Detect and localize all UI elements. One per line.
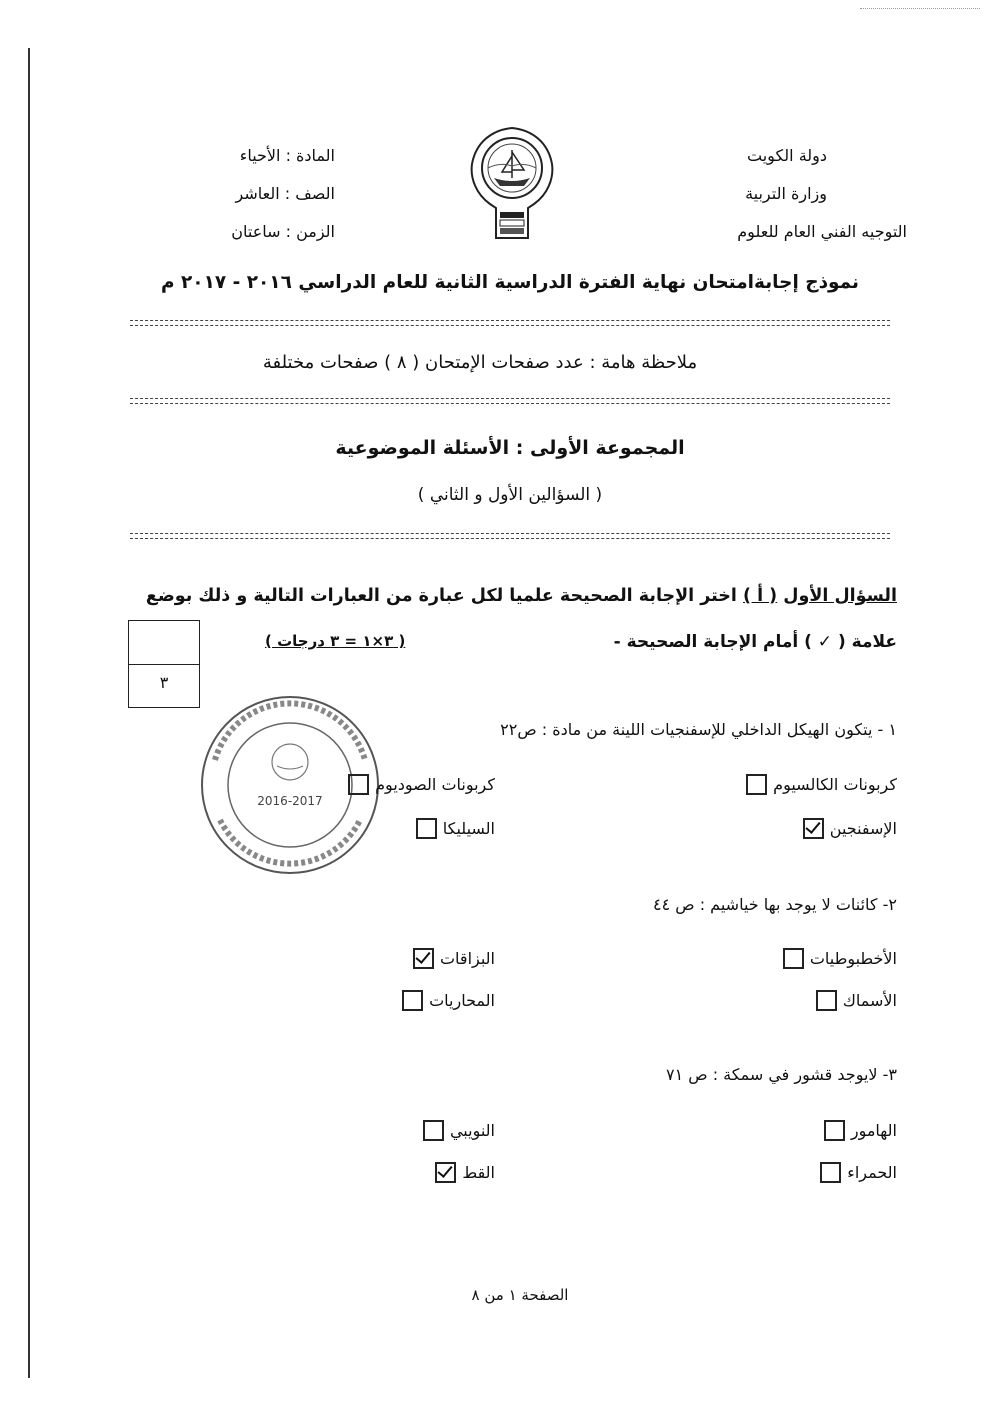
checkbox[interactable] xyxy=(423,1120,444,1141)
group-title: المجموعة الأولى : الأسئلة الموضوعية xyxy=(335,437,685,459)
score-box-value: ٣ xyxy=(159,673,169,692)
question-marks: ( ٣×١ = ٣ درجات ) xyxy=(265,632,406,650)
option-2c[interactable] xyxy=(816,990,897,1011)
question-label: السؤال الأول xyxy=(783,586,897,606)
header-grade: الصف : العاشر xyxy=(235,184,335,203)
question-item-3: ٣- لايوجد قشور في سمكة : ص ٧١ xyxy=(666,1065,897,1084)
option-label: الأخطبوطيات xyxy=(809,949,897,968)
option-label: الإسفنجين xyxy=(829,819,897,838)
option-label: الهامور xyxy=(850,1121,897,1140)
checkbox[interactable] xyxy=(746,774,767,795)
important-note: ملاحظة هامة : عدد صفحات الإمتحان ( ٨ ) صفحات مختلفة xyxy=(262,352,698,373)
option-label: السيليكا xyxy=(442,819,495,838)
option-1d[interactable] xyxy=(416,818,495,839)
option-label: كربونات الصوديوم xyxy=(375,775,495,794)
header-subject-block xyxy=(175,137,335,251)
option-2a[interactable] xyxy=(783,948,897,969)
option-label: كربونات الكالسيوم xyxy=(773,775,897,794)
separator-line xyxy=(130,398,890,404)
checkbox[interactable] xyxy=(402,990,423,1011)
kuwait-emblem-icon xyxy=(462,120,562,245)
option-2d[interactable] xyxy=(402,990,495,1011)
question-heading xyxy=(107,586,897,606)
question-item-1: ١ - يتكون الهيكل الداخلي للإسفنجيات اللينة من مادة : ص٢٢ xyxy=(500,720,897,739)
top-dotted-line xyxy=(860,8,980,9)
checkbox[interactable] xyxy=(348,774,369,795)
stamp-year: 2016-2017 xyxy=(257,794,323,808)
header-time: الزمن : ساعتان xyxy=(231,222,335,241)
checkbox[interactable] xyxy=(820,1162,841,1183)
page-number: الصفحة ١ من ٨ xyxy=(471,1286,569,1304)
page-title: نموذج إجابةامتحان نهاية الفترة الدراسية الثانية للعام الدراسي ٢٠١٦ - ٢٠١٧ م xyxy=(160,272,860,293)
checkbox[interactable] xyxy=(783,948,804,969)
option-label: البزاقات xyxy=(439,949,495,968)
score-box xyxy=(128,620,200,708)
header-ministry: وزارة التربية xyxy=(745,184,827,203)
checkbox[interactable] xyxy=(816,990,837,1011)
option-3b[interactable] xyxy=(423,1120,495,1141)
header-country: دولة الكويت xyxy=(747,146,827,165)
separator-line xyxy=(130,320,890,326)
checkbox-checked[interactable] xyxy=(803,818,824,839)
question-instruction-line2: علامة ( ✓ ) أمام الإجابة الصحيحة - xyxy=(613,632,897,652)
option-2b[interactable] xyxy=(413,948,495,969)
checkbox[interactable] xyxy=(824,1120,845,1141)
option-1b[interactable] xyxy=(348,774,495,795)
margin-line xyxy=(28,48,30,1378)
option-1c[interactable] xyxy=(803,818,897,839)
option-1a[interactable] xyxy=(746,774,897,795)
option-label: النويبي xyxy=(449,1121,495,1140)
question-instruction: اختر الإجابة الصحيحة علميا لكل عبارة من العبارات التالية و ذلك بوضع xyxy=(145,586,737,606)
option-label: الأسماك xyxy=(842,991,897,1010)
option-3a[interactable] xyxy=(824,1120,897,1141)
checkbox-checked[interactable] xyxy=(413,948,434,969)
checkbox[interactable] xyxy=(416,818,437,839)
option-label: القط xyxy=(462,1163,495,1182)
separator-line xyxy=(130,533,890,539)
header-subject: المادة : الأحياء xyxy=(239,146,335,165)
option-label: الحمراء xyxy=(847,1163,897,1182)
header-department: التوجيه الفني العام للعلوم xyxy=(737,222,907,241)
option-label: المحاريات xyxy=(429,991,495,1010)
checkbox-checked[interactable] xyxy=(435,1162,456,1183)
question-item-2: ٢- كائنات لا يوجد بها خياشيم : ص ٤٤ xyxy=(653,895,897,914)
option-3c[interactable] xyxy=(820,1162,897,1183)
question-part: ( أ ) xyxy=(743,586,778,606)
option-3d[interactable] xyxy=(435,1162,495,1183)
header-ministry-block xyxy=(737,137,907,251)
group-subtitle: ( السؤالين الأول و الثاني ) xyxy=(417,485,603,505)
